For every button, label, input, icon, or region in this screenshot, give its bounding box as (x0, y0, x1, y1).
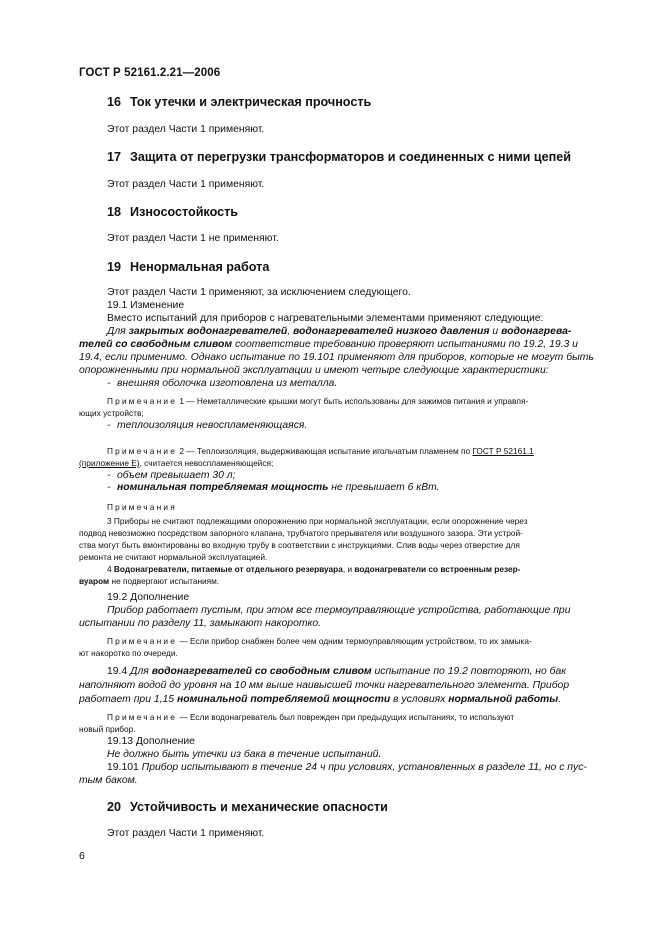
note-3-line-1: 3 Приборы не считают подлежащими опорожнению при нормальной эксплуатации, если опорожнение через (107, 516, 528, 526)
section-title: Защита от перегрузки трансформаторов и соединенных с ними цепей (130, 150, 572, 164)
section-19-heading (107, 261, 269, 274)
term-run: нормальной работы (448, 694, 559, 705)
section-16-heading (107, 96, 371, 109)
note-4-line-1 (107, 565, 520, 573)
clause-19-101-line-1 (107, 763, 587, 773)
section-number: 19 (107, 260, 122, 274)
list-item-text: внешняя оболочка изготовлена из металла. (117, 378, 338, 389)
list-item-4 (107, 483, 440, 493)
page-number: 6 (79, 851, 85, 862)
term-run: Водонагреватели, питаемые от отдельного резервуара (113, 564, 343, 574)
term-run: телей со свободным сливом (79, 339, 233, 350)
clause-19-1-line-4: опорожненными при нормальной эксплуатации и имеют четыре следующие характеристики: (79, 365, 549, 376)
section-title: Ненормальная работа (130, 260, 270, 274)
text-run: испытание по 19.2 повторяют, но бак (371, 666, 567, 677)
text-run: , (287, 326, 293, 337)
clause-19-1-line-1 (107, 327, 571, 337)
section-18-heading (107, 206, 238, 219)
note-label: Примечание (107, 446, 178, 456)
note-1-line-2: ющих устройств; (79, 408, 144, 418)
term-run: водонагревателей со свободным сливом (151, 666, 372, 677)
section-20-heading (107, 801, 388, 814)
note-text: 1 — Неметаллические крышки могут быть использованы для зажимов питания и управля- (177, 396, 529, 406)
text-run: Для (107, 326, 129, 337)
note-2-line-1 (107, 447, 534, 455)
section-number: 17 (107, 150, 122, 164)
document-header: ГОСТ Р 52161.2.21—2006 (79, 67, 221, 79)
text-run: работает при 1,15 (79, 694, 177, 705)
text-run: Прибор испытывают в течение 24 ч при условиях, установленных в разделе 11, но с пус- (141, 762, 587, 773)
list-dash: - (107, 420, 111, 431)
note-6-line-2: новый прибор. (79, 724, 136, 734)
term-run: водонагрева- (501, 326, 572, 337)
section-number: 16 (107, 95, 122, 109)
term-run: номинальная потребляемая мощность (117, 482, 329, 493)
note-label: Примечание (107, 636, 178, 646)
clause-number: 19.4 (107, 666, 131, 677)
list-dash: - (107, 378, 111, 389)
section-16-text: Этот раздел Части 1 применяют. (107, 124, 265, 135)
section-title: Износостойкость (130, 205, 239, 219)
term-run: водонагревателей низкого давления (293, 326, 490, 337)
note-5-line-2: ют накоротко по очереди. (79, 648, 178, 658)
section-title: Ток утечки и электрическая прочность (130, 95, 372, 109)
note-3-line-3: ства могут быть вмонтированы во входную трубу в соответствии с инструкциями. Слив воды через отверстие для (79, 540, 520, 550)
text-run: . (558, 694, 562, 705)
clause-19-2-line-2: испытании по разделу 11, замыкают накоротко. (79, 618, 322, 629)
clause-19-2-title: 19.2 Дополнение (107, 592, 190, 603)
note-3-line-4: ремонта не считают нормальной эксплуатацией. (79, 552, 268, 562)
clause-number: 19.101 (107, 762, 142, 773)
list-dash: - (107, 470, 111, 481)
term-run: водонагреватели со встроенным резер- (354, 564, 521, 574)
list-item-text: не превышает 6 кВт. (328, 482, 440, 493)
section-17-text: Этот раздел Части 1 применяют. (107, 179, 265, 190)
section-20-text: Этот раздел Части 1 применяют. (107, 828, 265, 839)
note-5-line-1 (107, 637, 532, 645)
section-18-text: Этот раздел Части 1 не применяют. (107, 233, 279, 244)
note-text: 2 — Теплоизоляция, выдерживающая испытание игольчатым пламенем по (177, 446, 473, 456)
note-3-line-2: подвод невозможно посредством запорного клапана, трубчатого прерывателя или воздушного зазора. Эти устрой- (79, 528, 523, 538)
note-text: , и (342, 564, 355, 574)
term-run: закрытых водонагревателей (128, 326, 288, 337)
note-4-line-2 (79, 577, 219, 585)
list-item-1 (107, 379, 337, 389)
note-6-line-1 (107, 713, 514, 721)
note-text: — Если водонагреватель был поврежден при предыдущих испытаниях, то используют (177, 712, 515, 722)
note-text: , считается невоспламеняющейся; (139, 458, 274, 468)
clause-19-1-line-3: 19.4, если применимо. Однако испытание по 19.101 применяют для приборов, которые не могут быть (79, 352, 594, 363)
note-1-line-1 (107, 397, 528, 405)
text-run: соответствие требованию проверяют испытаниями по 19.2, 19.3 и (232, 339, 578, 350)
section-title: Устойчивость и механические опасности (130, 800, 388, 814)
note-text: 4 (107, 564, 114, 574)
clause-19-4-line-2: наполняют водой до уровня на 10 мм выше наивысшей точки нагревательного элемента. Прибор (79, 680, 570, 691)
text-run: в условиях (390, 694, 449, 705)
section-17-heading (107, 151, 571, 164)
section-number: 18 (107, 205, 122, 219)
standard-reference: ГОСТ Р 52161.1 (472, 446, 534, 456)
clause-19-1-intro: Вместо испытаний для приборов с нагревательными элементами применяют следующие: (107, 313, 544, 324)
note-label: Примечания (107, 502, 177, 512)
clause-19-13-title: 19.13 Дополнение (107, 736, 195, 747)
clause-19-101-line-2: тым баком. (79, 775, 138, 786)
term-run: номинальной потребляемой мощности (176, 694, 391, 705)
clause-19-13-text: Не должно быть утечки из бака в течение испытаний. (107, 749, 382, 760)
note-label: Примечание (107, 712, 178, 722)
clause-19-2-line-1: Прибор работает пустым, при этом все термоуправляющие устройства, работающие при (107, 605, 571, 616)
clause-19-1-line-2 (79, 340, 578, 350)
text-run: Для (130, 666, 152, 677)
clause-19-4-line-1 (107, 667, 566, 677)
list-item-2 (107, 421, 307, 431)
section-number: 20 (107, 800, 122, 814)
list-item-text: объем превышает 30 л; (117, 470, 236, 481)
notes-label (107, 503, 177, 511)
term-run: вуаром (79, 576, 110, 586)
text-run: и (489, 326, 502, 337)
note-text: не подвергают испытаниям. (109, 576, 220, 586)
note-2-line-2 (79, 459, 273, 467)
clause-19-1-title: 19.1 Изменение (107, 300, 185, 311)
list-dash: - (107, 482, 111, 493)
annex-reference: (приложение Е) (79, 458, 140, 468)
list-item-text: теплоизоляция невоспламеняющаяся. (117, 420, 308, 431)
note-text: — Если прибор снабжен более чем одним термоуправляющим устройством, то их замыка- (177, 636, 532, 646)
note-label: Примечание (107, 396, 178, 406)
section-19-text: Этот раздел Части 1 применяют, за исключением следующего. (107, 287, 411, 298)
list-item-3 (107, 471, 236, 481)
clause-19-4-line-3 (79, 695, 561, 705)
